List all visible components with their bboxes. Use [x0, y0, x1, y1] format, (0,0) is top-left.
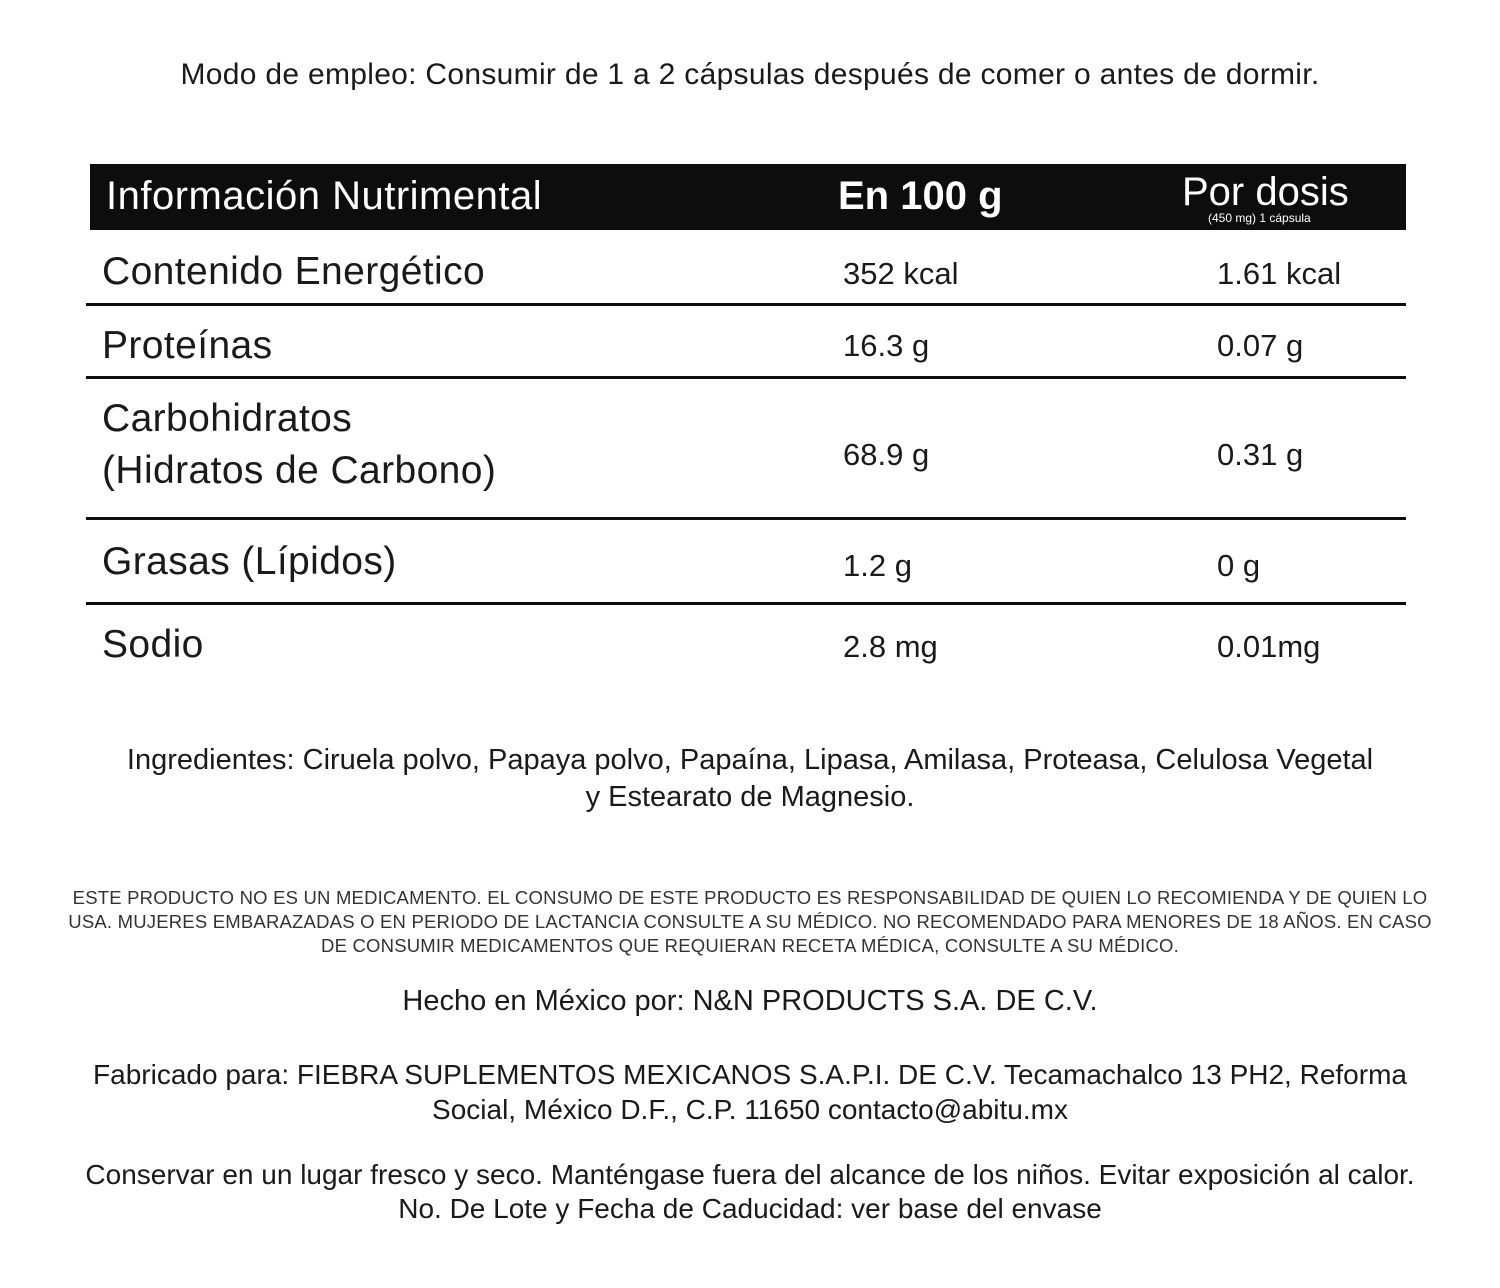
- made-in-text: Hecho en México por: N&N PRODUCTS S.A. DE C.V.: [402, 985, 1098, 1017]
- row-value-per-100g: 16.3 g: [843, 328, 930, 363]
- table-row-sodium: [86, 605, 1406, 680]
- legal-warning: ESTE PRODUCTO NO ES UN MEDICAMENTO. EL CONSUMO DE ESTE PRODUCTO ES RESPONSABILIDAD DE QUIEN LO RECOMIENDA Y DE QUIEN LO USA. MUJERES EMBARAZADAS O EN PERIODO DE LACTANCIA CONSULTE A SU MÉDICO. NO RECOMENDADO PARA MENORES DE 18 AÑOS. EN CASO DE CONSUMIR MEDICAMENTOS QUE REQUIERAN RECETA MÉDICA, CONSULTE A SU MÉDICO.: [68, 887, 1432, 956]
- row-label-line2: (Hidratos de Carbono): [102, 449, 497, 492]
- table-row-protein: [86, 306, 1406, 379]
- ingredients-text: Ingredientes: Ciruela polvo, Papaya polvo, Papaína, Lipasa, Amilasa, Proteasa, Celulosa Vegetal y Estearato de Magnesio.: [126, 744, 1374, 813]
- header-nutrition-info: Información Nutrimental: [106, 174, 543, 218]
- row-value-per-dose: 0.01mg: [1217, 629, 1321, 664]
- usage-instructions: Modo de empleo: Consumir de 1 a 2 cápsulas después de comer o antes de dormir.: [180, 58, 1320, 91]
- storage-instructions: [40, 1158, 1460, 1226]
- row-value-per-100g: 2.8 mg: [843, 629, 938, 664]
- row-value-per-dose: 1.61 kcal: [1217, 256, 1342, 291]
- row-value-per-100g: 68.9 g: [843, 437, 930, 472]
- manufactured-for-text: Fabricado para: FIEBRA SUPLEMENTOS MEXICANOS S.A.P.I. DE C.V. Tecamachalco 13 PH2, Reforma Social, México D.F., C.P. 11650 contacto@abitu.mx: [93, 1059, 1407, 1125]
- row-label: Grasas (Lípidos): [102, 540, 397, 583]
- table-row-carbohydrates: [86, 379, 1406, 520]
- row-label: Proteínas: [102, 324, 273, 367]
- row-label: Sodio: [102, 623, 204, 666]
- row-value-per-dose: 0.31 g: [1217, 437, 1304, 472]
- row-value-per-dose: 0.07 g: [1217, 328, 1304, 363]
- storage-line-2: No. De Lote y Fecha de Caducidad: ver base del envase: [398, 1193, 1102, 1224]
- row-value-per-dose: 0 g: [1217, 548, 1261, 583]
- row-value-per-100g: 1.2 g: [843, 548, 912, 583]
- table-row-energy: [86, 230, 1406, 306]
- nutrition-table-header: [90, 164, 1406, 230]
- header-per-dose: Por dosis: [1182, 170, 1349, 214]
- table-row-fats: [86, 520, 1406, 605]
- row-label-line1: Carbohidratos: [102, 397, 353, 440]
- row-value-per-100g: 352 kcal: [843, 256, 959, 291]
- storage-line-1: Conservar en un lugar fresco y seco. Manténgase fuera del alcance de los niños. Evitar exposición al calor.: [85, 1159, 1415, 1190]
- header-per-dose-subtitle: (450 mg) 1 cápsula: [1208, 211, 1311, 225]
- row-label: Contenido Energético: [102, 250, 486, 293]
- header-per-100g: En 100 g: [838, 174, 1003, 218]
